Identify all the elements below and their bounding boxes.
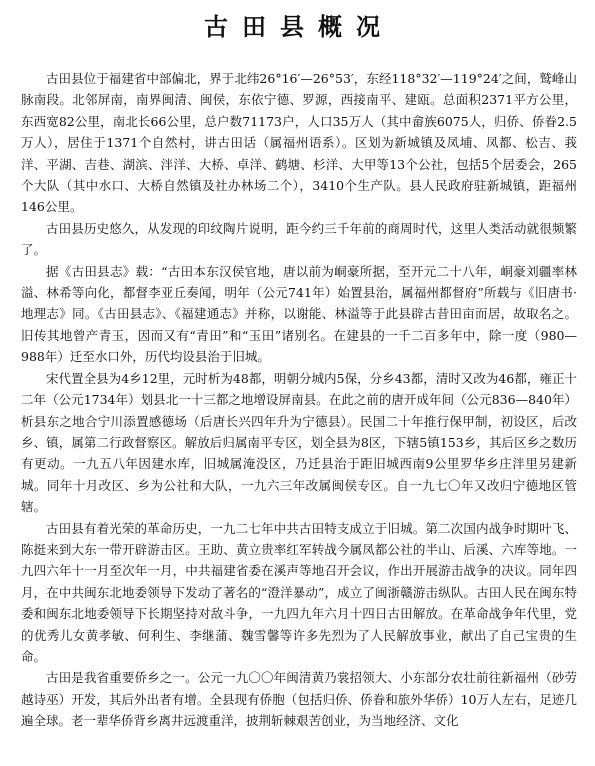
- paragraph-location-overview: 古田县位于福建省中部偏北，界于北纬26°16′—26°53′，东经118°32′—119°24′之间，鹫峰山脉南段。北邻屏南，南界闽清、闽侯，东依宁德、罗源，西接南平、建瓯。总面积2371平方公里，东西宽82公里，南北长66公里，总户数71173户，人口35万人（其中畲族6075人，归侨、侨眷2.5万人），居住于1371个自然村，讲古田话（属福州语系）。区划为新城镇及凤埔、凤都、松吉、莪洋、平湖、吉巷、湖滨、泮洋、大桥、卓洋、鹤塘、杉洋、大甲等13个公社，包括5个居委会，265个大队（其中水口、大桥自然镇及社办林场二个），3410个生产队。县人民政府驻新城镇，距福州146公里。: [21, 71, 577, 215]
- page-title: 古田县概况: [204, 13, 394, 41]
- document-body: [21, 68, 577, 732]
- paragraph-history-intro: 古田县历史悠久，从发现的印纹陶片说明，距今约三千年前的商周时代，这里人类活动就很频繁了。: [21, 220, 577, 258]
- paragraph-revolutionary-history: 古田县有着光荣的革命历史，一九二七年中共古田特支成立于旧城。第二次国内战争时期叶飞、陈挺来到大东一带开辟游击区。王助、黄立贵率红军转战今属凤都公社的半山、后溪、六库等地。一九四六年十一月至次年一月，中共福建省委在溪声等地召开会议，作出开展游击战争的决议。同年四月，在中共闽东北地委领导下发动了著名的“澄洋暴动”，成立了闽浙赣游击纵队。古田人民在闽东特委和闽东北地委领导下长期坚持对敌斗争，一九四九年六月十四日古田解放。在革命战争年代里，党的优秀儿女黄孝敏、何利生、李继蒲、魏雪馨等许多先烈为了人民解放事业，献出了自己宝贵的生命。: [21, 520, 577, 664]
- paragraph-administrative-history: 宋代置全县为4乡12里，元时析为48都，明朝分城内5保，分乡43都，清时又改为46都，雍正十二年（公元1734年）划县北一十三都之地增设屏南县。在此之前的唐开成年间（公元836—840年）析县东之地合宁川添置感德场（后唐长兴四年升为宁德县）。民国二十年推行保甲制，初设区，后改乡、镇，属第二行政督察区。解放后归属南平专区，划全县为8区，下辖5镇153乡，其后区乡之数历有更动。一九五八年因建水库，旧城属淹没区，乃迁县治于距旧城西南9公里罗华乡庄泮里另建新城。同年十月改区、乡为公社和大队，一九六三年改属闽侯专区。自一九七〇年又改归宁德地区管辖。: [21, 370, 577, 515]
- paragraph-overseas-chinese: 古田是我省重要侨乡之一。公元一九〇〇年闽清黄乃裳招领大、小东部分农壮前往新福州（砂劳越诗巫）开发，其后外出者有增。全县现有侨胞（包括归侨、侨眷和旅外华侨）10万人左右，足迹几遍全球。老一辈华侨背乡离井远渡重洋，披荆斩棘艰苦创业，为当地经济、文化: [21, 670, 577, 729]
- paragraph-county-records: 据《古田县志》载：“古田本东汉侯官地，唐以前为峒豪所据，至开元二十八年，峒豪刘疆率林溢、林希等向化，都督李亚丘奏闻，明年（公元741年）始置县治，属福州都督府”所载与《旧唐书·地理志》同。《古田县志》、《福建通志》并称，以谢能、林溢等于此县辟古昔田亩而居，故取名之。旧传其地曾产青玉，因而又有“青田”和“玉田”诸别名。在建县的一千二百多年中，除一度（980—988年）迁至水口外，历代均设县治于旧城。: [21, 263, 578, 365]
